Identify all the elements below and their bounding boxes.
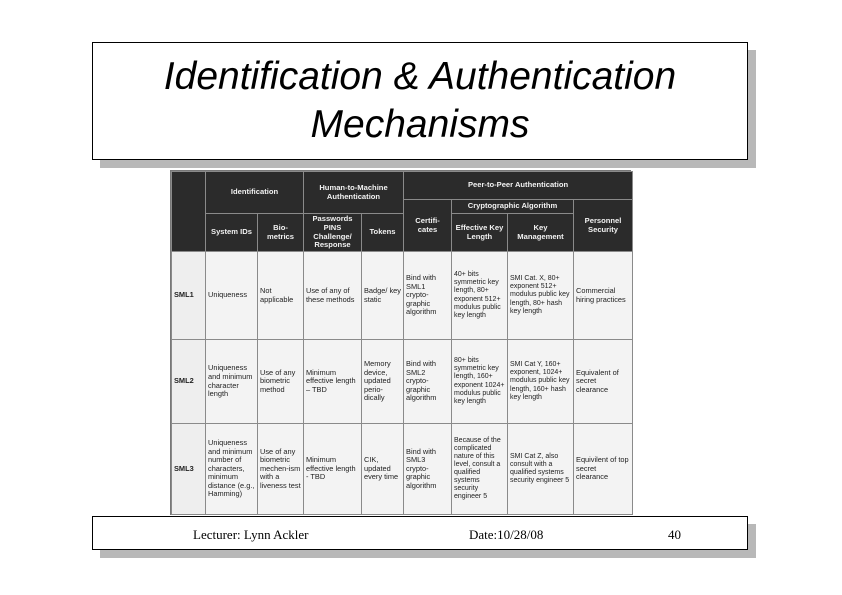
table-row — [172, 252, 633, 340]
footer-date: Date:10/28/08 — [469, 527, 544, 542]
header-biometrics: Bio-metrics — [258, 214, 304, 252]
cell-certificates: Bind with SML1 crypto-graphic algorithm — [404, 252, 452, 340]
row-label: SML3 — [172, 424, 206, 515]
cell-tokens: CIK, updated every time — [362, 424, 404, 515]
cell-certificates: Bind with SML2 crypto-graphic algorithm — [404, 340, 452, 424]
header-tokens: Tokens — [362, 214, 404, 252]
cell-system-ids: Uniqueness and minimum number of characters, minimum distance (e.g., Hamming) — [206, 424, 258, 515]
cell-passwords: Use of any of these methods — [304, 252, 362, 340]
cell-biometrics: Not applicable — [258, 252, 304, 340]
cell-key-management: SMI Cat. X, 80+ exponent 512+ modulus public key length, 80+ hash key length — [508, 252, 574, 340]
cell-personnel-security: Equivalent of secret clearance — [574, 340, 633, 424]
header-key-management: Key Management — [508, 214, 574, 252]
header-certificates: Certifi-cates — [404, 200, 452, 252]
header-peer: Peer-to-Peer Authentication — [404, 172, 633, 200]
cell-tokens: Memory device, updated perio-dically — [362, 340, 404, 424]
header-crypto: Cryptographic Algorithm — [452, 200, 574, 214]
cell-biometrics: Use of any biometric mechen-ism with a liveness test — [258, 424, 304, 515]
footer-box — [92, 516, 748, 550]
cell-biometrics: Use of any biometric method — [258, 340, 304, 424]
title-box — [92, 42, 748, 160]
cell-personnel-security: Commercial hiring practices — [574, 252, 633, 340]
header-personnel-security: Personnel Security — [574, 200, 633, 252]
header-effective-key-length: Effective Key Length — [452, 214, 508, 252]
header-human-machine: Human-to-Machine Authentication — [304, 172, 404, 214]
slide-title-line-2: Mechanisms — [310, 103, 530, 146]
row-label: SML1 — [172, 252, 206, 340]
header-blank — [172, 172, 206, 252]
slide-title-line-1: Identification & Authentication — [163, 55, 677, 98]
table-row — [172, 340, 633, 424]
page-number: 40 — [668, 527, 681, 542]
cell-effective-key-length: 80+ bits symmetric key length, 160+ exponent 1024+ modulus public key length — [452, 340, 508, 424]
cell-effective-key-length: 40+ bits symmetric key length, 80+ exponent 512+ modulus public key length — [452, 252, 508, 340]
cell-passwords: Minimum effective length – TBD — [304, 340, 362, 424]
cell-personnel-security: Equivilent of top secret clearance — [574, 424, 633, 515]
cell-certificates: Bind with SML3 crypto-graphic algorithm — [404, 424, 452, 515]
cell-passwords: Minimum effective length - TBD — [304, 424, 362, 515]
table — [171, 171, 633, 515]
cell-effective-key-length: Because of the complicated nature of this level, consult a qualified systems security engineer 5 — [452, 424, 508, 515]
footer-lecturer: Lecturer: Lynn Ackler — [193, 527, 309, 542]
table-row — [172, 424, 633, 515]
cell-system-ids: Uniqueness — [206, 252, 258, 340]
cell-system-ids: Uniqueness and minimum character length — [206, 340, 258, 424]
row-label: SML2 — [172, 340, 206, 424]
header-identification: Identification — [206, 172, 304, 214]
header-passwords: Passwords PINS Challenge/ Response — [304, 214, 362, 252]
header-system-ids: System IDs — [206, 214, 258, 252]
cell-key-management: SMI Cat Z, also consult with a qualified systems security engineer 5 — [508, 424, 574, 515]
cell-key-management: SMI Cat Y, 160+ exponent, 1024+ modulus public key length, 160+ hash key length — [508, 340, 574, 424]
cell-tokens: Badge/ key static — [362, 252, 404, 340]
security-mechanisms-table — [170, 170, 631, 515]
